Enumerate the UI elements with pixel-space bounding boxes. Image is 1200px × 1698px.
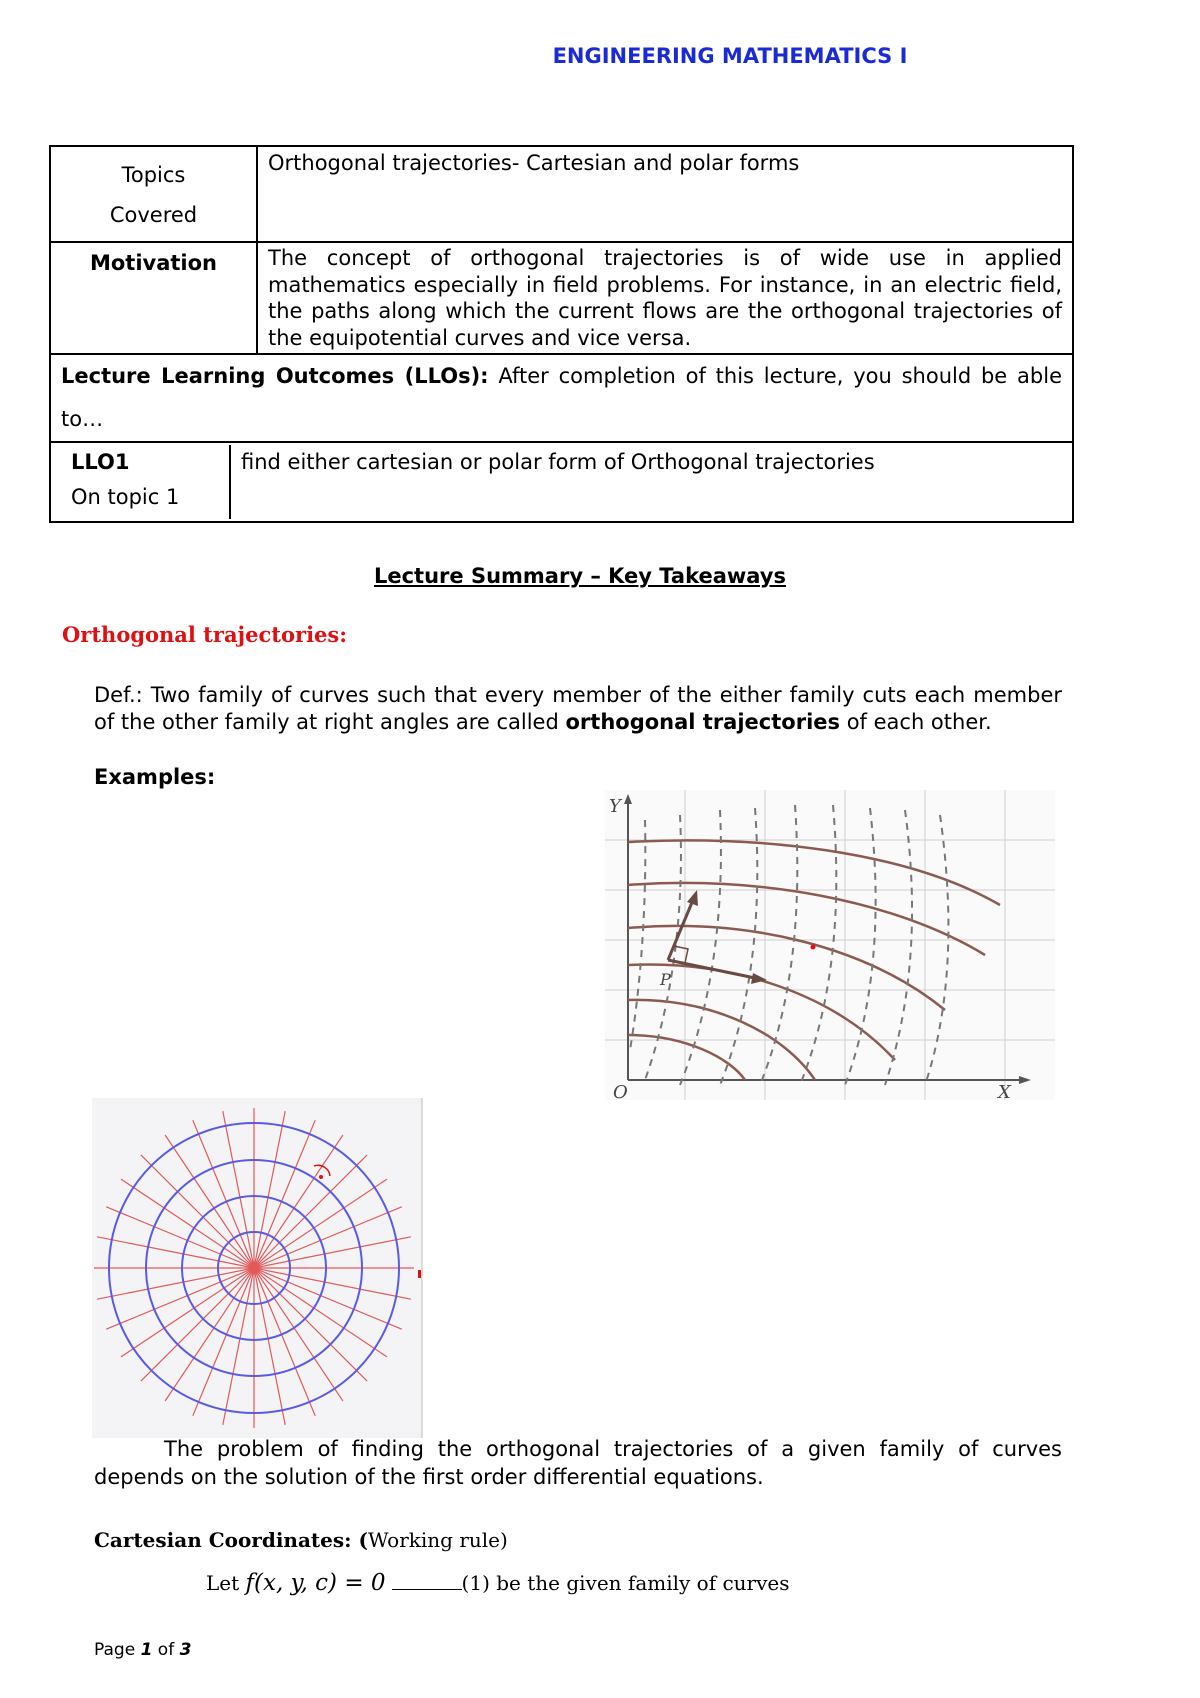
definition-suffix: of each other. [840, 710, 992, 734]
let-line [206, 1570, 790, 1596]
topics-value: Orthogonal trajectories- Cartesian and polar forms [268, 151, 800, 175]
summary-title: Lecture Summary – Key Takeaways [373, 564, 786, 588]
let-suffix: (1) be the given family of curves [461, 1571, 790, 1595]
figure1-background [605, 790, 1055, 1100]
llo1-label-cell [61, 445, 230, 519]
equation: f(x, y, c) = 0 [245, 1570, 386, 1596]
footer-page-num: 1 [140, 1640, 153, 1660]
definition-paragraph [94, 682, 1062, 736]
polar-orthogonal-figure [92, 1098, 427, 1438]
llo1-cell [50, 442, 1073, 522]
llo1-row [50, 442, 1073, 522]
problem-paragraph: The problem of finding the orthogonal trajectories of a given family of curves depends on the solution of the first order differential equations. [94, 1437, 1062, 1489]
x-axis-label: X [998, 1082, 1011, 1100]
llo-heading-rest: After completion of this lecture, you should be able to… [61, 364, 1062, 431]
let-word: Let [206, 1571, 246, 1595]
origin-label: O [613, 1082, 628, 1100]
motivation-row [50, 242, 1073, 354]
cartesian-rest: Working rule) [367, 1528, 508, 1552]
definition-bold: orthogonal trajectories [565, 710, 841, 734]
cartesian-paren: ( [351, 1528, 368, 1552]
cartesian-heading [94, 1528, 508, 1552]
topics-label-1: Topics [121, 163, 186, 187]
motivation-value: The concept of orthogonal trajectories is of wide use in applied mathematics especially in field problems. For instance, in an electric field, the paths along which the current flows are the orthogonal trajectories of the equipotential curves and vice versa. [257, 242, 1073, 354]
topics-value-cell [257, 146, 1073, 242]
topics-row [50, 146, 1073, 242]
definition-prefix: Def.: Two family of curves such that every member of the either family cuts each member of the other family at right angles are called [94, 683, 1062, 734]
llo1-value: find either cartesian or polar form of Orthogonal trajectories [241, 450, 875, 474]
cartesian-bold: Cartesian Coordinates: [94, 1528, 352, 1552]
section-title: Orthogonal trajectories: [62, 622, 347, 647]
topics-label-cell [50, 146, 257, 242]
topics-label-2: Covered [109, 203, 198, 227]
motivation-label: Motivation [50, 242, 257, 354]
angle-dot [319, 1175, 323, 1179]
llo1-topic: On topic 1 [71, 485, 180, 509]
y-axis-label: Y [609, 796, 621, 817]
header-title: ENGINEERING MATHEMATICS I [552, 44, 908, 68]
llo-heading-cell [50, 354, 1073, 442]
footer-page-word: Page [94, 1640, 141, 1660]
page-footer [94, 1640, 191, 1660]
point-p-label: P [660, 970, 671, 989]
footer-of-word: of [152, 1640, 180, 1660]
blank-line [392, 1571, 462, 1590]
edge-mark [418, 1270, 421, 1278]
llo-heading-row [50, 354, 1073, 442]
radial-lines [94, 1108, 414, 1428]
red-dot [811, 945, 816, 950]
info-table [49, 145, 1074, 523]
examples-label: Examples: [94, 765, 216, 789]
llo1-label: LLO1 [71, 450, 130, 474]
footer-total: 3 [179, 1640, 192, 1660]
orthogonal-curves-figure [605, 790, 1055, 1100]
llo-heading-bold: Lecture Learning Outcomes (LLOs): [61, 364, 489, 388]
